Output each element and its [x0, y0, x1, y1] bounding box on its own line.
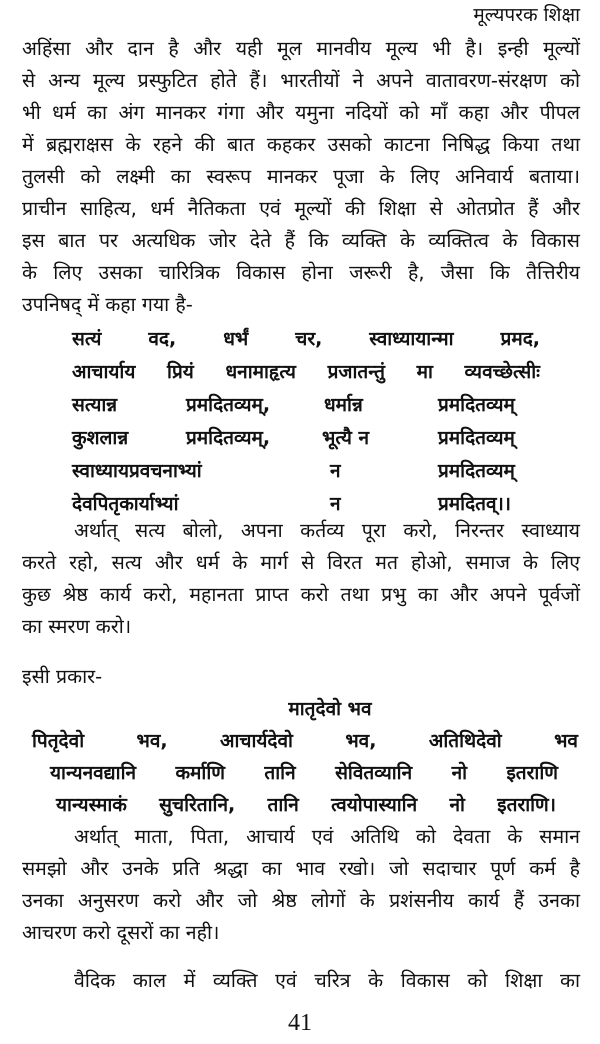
- verse-cell: कुशलान्न: [72, 427, 129, 449]
- paragraph-line: आचरण करो दूसरों का नही।: [22, 921, 220, 944]
- verse-line: यान्यस्माकं सुचरितानि, तानि त्वयोपास्यानि नो इतराणि।: [56, 794, 556, 816]
- paragraph-line: भी धर्म का अंग मानकर गंगा और यमुना नदियों को माँ कहा और पीपल: [22, 101, 580, 124]
- page-number: 41: [288, 1010, 312, 1036]
- paragraph-line: अहिंसा और दान है और यही मूल मानवीय मूल्य भी है। इन्ही मूल्यों: [22, 37, 580, 60]
- paragraph-line: समझो और उनके प्रति श्रद्धा का भाव रखो। जो सदाचार पूर्ण कर्म है: [22, 857, 580, 880]
- running-head: मूल्यपरक शिक्षा: [473, 4, 580, 26]
- paragraph-line: का स्मरण करो।: [22, 615, 132, 638]
- verse-cell: सत्यान्न: [72, 394, 118, 416]
- paragraph-line: के लिए उसका चारित्रिक विकास होना जरूरी है, जैसा कि तैत्तिरीय: [22, 261, 580, 284]
- paragraph-line: में ब्रह्मराक्षस के रहने की बात कहकर उसको काटना निषिद्ध किया तथा: [22, 133, 580, 156]
- verse-heading: मातृदेवो भव: [288, 698, 372, 720]
- verse-line: यान्यनवद्यानि कर्माणि तानि सेवितव्यानि नो इतराणि: [50, 762, 558, 784]
- verse-line: आचार्याय प्रियं धनामाहृत्य प्रजातन्तुं मा व्यवच्छेत्सीः: [72, 361, 540, 383]
- paragraph-line: अर्थात् सत्य बोलो, अपना कर्तव्य पूरा करो, निरन्तर स्वाध्याय: [74, 519, 580, 542]
- paragraph-line: प्राचीन साहित्य, धर्म नैतिकता एवं मूल्यों की शिक्षा से ओतप्रोत हैं और: [22, 197, 580, 220]
- verse-line: पितृदेवो भव, आचार्यदेवो भव, अतिथिदेवो भव: [32, 730, 578, 752]
- verse-cell: देवपितृकार्याभ्यां: [72, 493, 179, 515]
- paragraph-line: उनका अनुसरण करो और जो श्रेष्ठ लोगों के प्रशंसनीय कार्य हैं उनका: [22, 889, 580, 912]
- paragraph-line: करते रहो, सत्य और धर्म के मार्ग से विरत मत होओ, समाज के लिए: [22, 551, 580, 574]
- verse-cell: भूत्यै न: [322, 427, 370, 449]
- verse-cell: प्रमदितव्।।: [438, 493, 511, 515]
- paragraph-line: तुलसी को लक्ष्मी का स्वरूप मानकर पूजा के लिए अनिवार्य बताया।: [22, 165, 580, 188]
- verse-cell: न: [330, 493, 341, 515]
- verse-cell: न: [330, 460, 341, 482]
- verse-cell: प्रमदितव्यम्: [438, 394, 515, 416]
- verse-line: सत्यं वद, धर्भं चर, स्वाध्यायान्मा प्रमद,: [72, 328, 540, 350]
- paragraph-line: अर्थात् माता, पिता, आचार्य एवं अतिथि को देवता के समान: [74, 825, 580, 848]
- paragraph-line: उपनिषद् में कहा गया है-: [22, 293, 193, 316]
- intro-line: इसी प्रकार-: [22, 665, 103, 688]
- verse-cell: प्रमदितव्यम्: [438, 427, 515, 449]
- verse-cell: प्रमदितव्यम्,: [186, 427, 271, 449]
- paragraph-line: वैदिक काल में व्यक्ति एवं चरित्र के विकास को शिक्षा का: [74, 969, 580, 992]
- verse-cell: धर्मान्न: [324, 394, 363, 416]
- paragraph-line: से अन्य मूल्य प्रस्फुटित होते हैं। भारतीयों ने अपने वातावरण-संरक्षण को: [22, 69, 580, 92]
- verse-cell: प्रमदितव्यम्,: [186, 394, 271, 416]
- paragraph-line: इस बात पर अत्यधिक जोर देते हैं कि व्यक्ति के व्यक्तित्व के विकास: [22, 229, 580, 252]
- verse-cell: स्वाध्यायप्रवचनाभ्यां: [72, 460, 202, 482]
- verse-cell: प्रमदितव्यम्: [438, 460, 515, 482]
- paragraph-line: कुछ श्रेष्ठ कार्य करो, महानता प्राप्त करो तथा प्रभु का और अपने पूर्वजों: [22, 583, 580, 606]
